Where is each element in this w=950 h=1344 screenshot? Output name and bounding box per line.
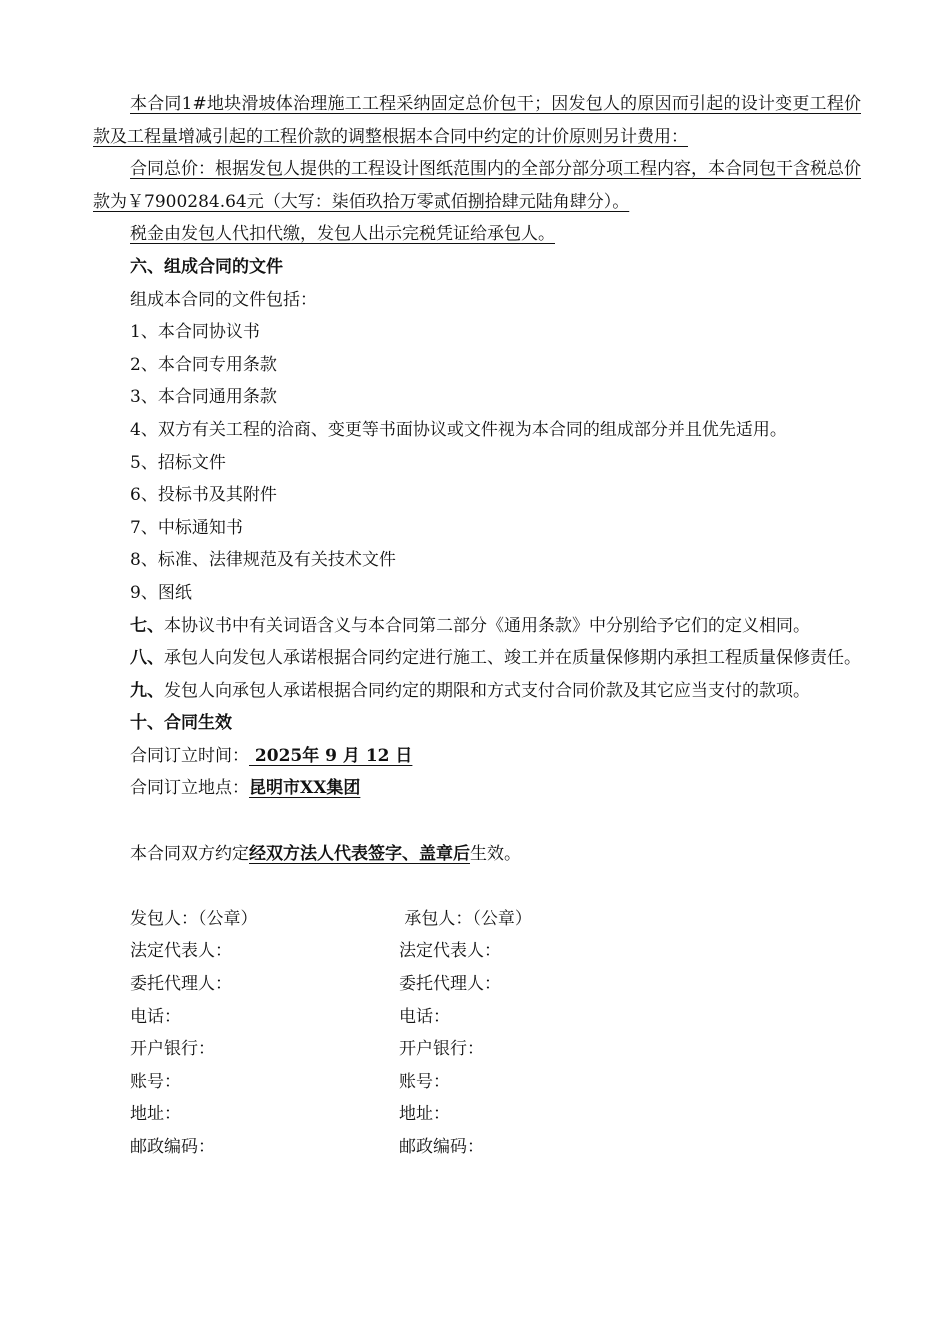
contractor-seal-label: 承包人：（公章） [399,908,532,929]
contract-date-label: 合同订立时间： [130,745,249,766]
contractor-phone-label: 电话： [399,1006,450,1027]
document-item: 7、中标通知书 [130,517,243,538]
section-9-paragraph [93,675,861,708]
section-8-text: 承包人向发包人承诺根据合同约定进行施工、竣工并在质量保修期内承担工程质量保修责任。 [164,648,861,669]
document-item: 6、投标书及其附件 [130,485,277,506]
document-item: 3、本合同通用条款 [130,387,277,408]
effect-prefix: 本合同双方约定 [130,843,249,864]
document-item: 1、本合同协议书 [130,322,260,343]
signature-row [93,1131,861,1164]
employer-postcode-label: 邮政编码： [130,1137,215,1157]
document-item: 4、双方有关工程的洽商、变更等书面协议或文件视为本合同的组成部分并且优先适用。 [130,419,787,440]
total-price-paragraph [93,153,861,218]
section-9-text: 发包人向承包人承诺根据合同约定的期限和方式支付合同价款及其它应当支付的款项。 [164,680,810,701]
document-item: 2、本合同专用条款 [130,354,277,375]
section-7-text: 本协议书中有关词语含义与本合同第二部分《通用条款》中分别给予它们的定义相同。 [164,615,810,636]
signature-row [93,1033,861,1066]
contractor-account-label: 账号： [399,1071,450,1092]
pricing-text: 本合同1#地块滑坡体治理施工工程采纳固定总价包干；因发包人的原因而引起的设计变更工程价款及工程量增减引起的工程价款的调整根据本合同中约定的计价原则另计费用： [93,94,861,147]
contract-place-value: 昆明市XX集团 [249,778,361,799]
tax-text: 税金由发包人代扣代缴，发包人出示完税凭证给承包人。 [130,224,555,245]
section-9-label: 九、 [130,680,164,701]
contract-place-line [93,772,861,805]
effect-condition: 经双方法人代表签字、盖章后 [249,843,470,864]
section-7-paragraph [93,610,861,643]
contractor-legal-rep-label: 法定代表人： [399,941,501,962]
contractor-address-label: 地址： [399,1104,450,1125]
pricing-paragraph [93,88,861,153]
signature-row [93,1098,861,1131]
contract-page [93,88,861,1164]
tax-paragraph [93,218,861,251]
contractor-postcode-label: 邮政编码： [399,1137,484,1157]
document-item: 5、招标文件 [130,452,226,473]
signature-row [93,1001,861,1034]
employer-address-label: 地址： [130,1104,181,1125]
effect-suffix: 生效。 [470,843,521,864]
section-10-heading: 十、合同生效 [130,713,232,734]
section-6-heading: 六、组成合同的文件 [130,256,283,277]
contractor-agent-label: 委托代理人： [399,974,501,995]
total-price-text: 合同总价：根据发包人提供的工程设计图纸范围内的全部分部分项工程内容，本合同包干含税总价款为￥7900284.64元（大写：柒佰玖拾万零贰佰捌拾肆元陆角肆分）。 [93,159,861,212]
document-item: 8、标准、法律规范及有关技术文件 [130,550,396,571]
section-6-intro: 组成本合同的文件包括： [130,289,317,310]
employer-bank-label: 开户银行： [130,1039,215,1060]
signature-row [93,968,861,1001]
contract-place-label: 合同订立地点： [130,778,249,799]
contractor-bank-label: 开户银行： [399,1039,484,1060]
employer-seal-label: 发包人：（公章） [130,908,258,929]
employer-account-label: 账号： [130,1071,181,1092]
signature-row [93,1066,861,1099]
contract-date-value: 2025年 9 月 12 日 [249,745,413,766]
signature-row [93,903,861,936]
contract-date-line [93,740,861,773]
section-7-label: 七、 [130,615,164,636]
employer-agent-label: 委托代理人： [130,974,232,995]
section-8-paragraph [93,642,861,675]
signature-row [93,935,861,968]
employer-phone-label: 电话： [130,1006,181,1027]
spacer [93,805,861,838]
section-8-label: 八、 [130,648,164,669]
document-item: 9、图纸 [130,582,192,603]
effect-paragraph [93,838,861,871]
employer-legal-rep-label: 法定代表人： [130,941,232,962]
spacer [93,870,861,903]
